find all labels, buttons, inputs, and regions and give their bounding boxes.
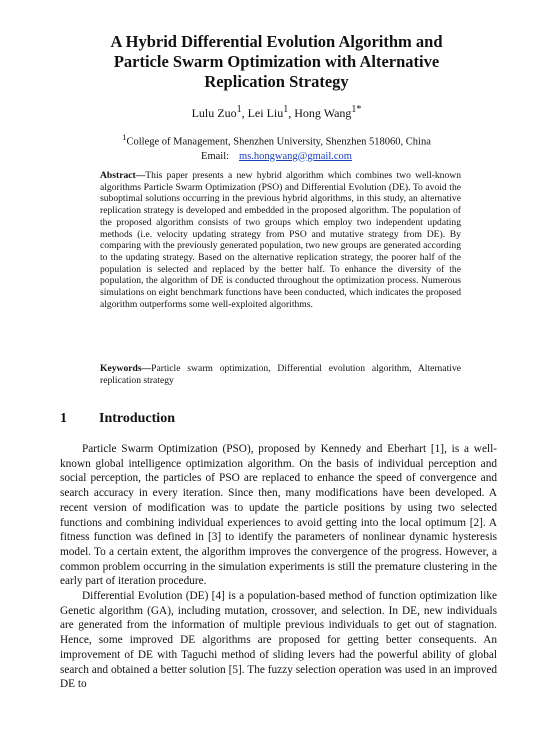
- title-line: Particle Swarm Optimization with Alternative: [113, 52, 440, 71]
- keywords: [100, 363, 461, 386]
- affiliation-text: College of Management, Shenzhen University, Shenzhen 518060, China: [126, 136, 431, 148]
- author-name: Hong Wang: [294, 106, 352, 120]
- author-mark: 1*: [351, 104, 362, 115]
- abstract-label: Abstract—: [100, 170, 146, 181]
- author-mark: 1: [236, 104, 242, 115]
- author-mark: 1: [283, 104, 289, 115]
- body-text: [60, 442, 497, 692]
- title-line: A Hybrid Differential Evolution Algorithm and: [110, 32, 443, 51]
- keywords-text: Particle swarm optimization, Differential evolution algorithm, Alternative replication strategy: [100, 363, 461, 386]
- paper-title: [60, 32, 493, 92]
- abstract: [100, 170, 461, 310]
- paragraph: Differential Evolution (DE) [4] is a population-based method of function optimization like Genetic algorithm (GA), including mutation, crossover, and selection. In DE, new individuals are generated from the information of multiple previous individuals to get out of stagnation. Hence, some improved DE algorithms are proposed for getting better consequents. An improvement of DE with Taguchi method of sliding levers had the powerful ability of global search and obtained a better solution [5]. The fuzzy selection operation was used in an improved DE to: [60, 590, 497, 691]
- email-line: [60, 150, 493, 164]
- section-title: Introduction: [99, 411, 175, 426]
- keywords-label: Keywords—: [100, 363, 152, 374]
- author-name: Lulu Zuo: [191, 106, 237, 120]
- section-number: 1: [60, 411, 67, 426]
- affiliation-mark: 1: [122, 132, 127, 142]
- author-list: Lulu Zuo$^1$, Lei Liu$^1$, Hong Wang$^{1*}$: [191, 104, 362, 120]
- author-name: Lei Liu: [247, 106, 284, 120]
- title-line: Replication Strategy: [204, 72, 349, 91]
- section-heading: [60, 410, 175, 428]
- paragraph: Particle Swarm Optimization (PSO), proposed by Kennedy and Eberhart [1], is a well-known global intelligence optimization algorithm. On the basis of individual perception and social perception, the particles of PSO are replaced to enhance the speed of convergence and search accuracy in every iteration. Since then, many modifications have been developed. A recent version of modification was to update the particle positions by using two selected functions and combining individual experiences to avoid getting into the local optimum [2]. A fitness function was defined in [3] to identify the parameters of nonlinear dynamic hysteresis model. To a certain extent, the algorithm improves the convergence of the progress. However, a common problem occurring in the simulation experiments is still the premature clustering in the early part of iteration procedure.: [60, 443, 497, 588]
- affiliation: [60, 130, 493, 164]
- abstract-text: This paper presents a new hybrid algorithm which combines two well-known algorithms Particle Swarm Optimization (PSO) and Differential Evolution (DE). To avoid the suboptimal solutions occurring in the previous hybrid algorithms, in this study, an alternative replication strategy is developed and embedded in the proposed algorithm. The population of the proposed algorithm consists of two groups which employ two independent updating methods (i.e. velocity updating strategy from PSO and mutative strategy from DE). By comparing with the previously generated population, two new groups are generated according to the updating strategy. Based on the alternative replication strategy, the poorer half of the population is selected and replaced by the better half. To enhance the diversity of the population, the algorithm of DE is conducted throughout the optimization process. Numerous simulations on eight benchmark functions have been conducted, which indicates the proposed algorithm outperforms some well-exploited algorithms.: [100, 170, 461, 310]
- affiliation-line: [60, 130, 493, 150]
- email-link[interactable]: ms.hongwang@gmail.com: [239, 150, 352, 162]
- email-label: Email:: [201, 150, 230, 162]
